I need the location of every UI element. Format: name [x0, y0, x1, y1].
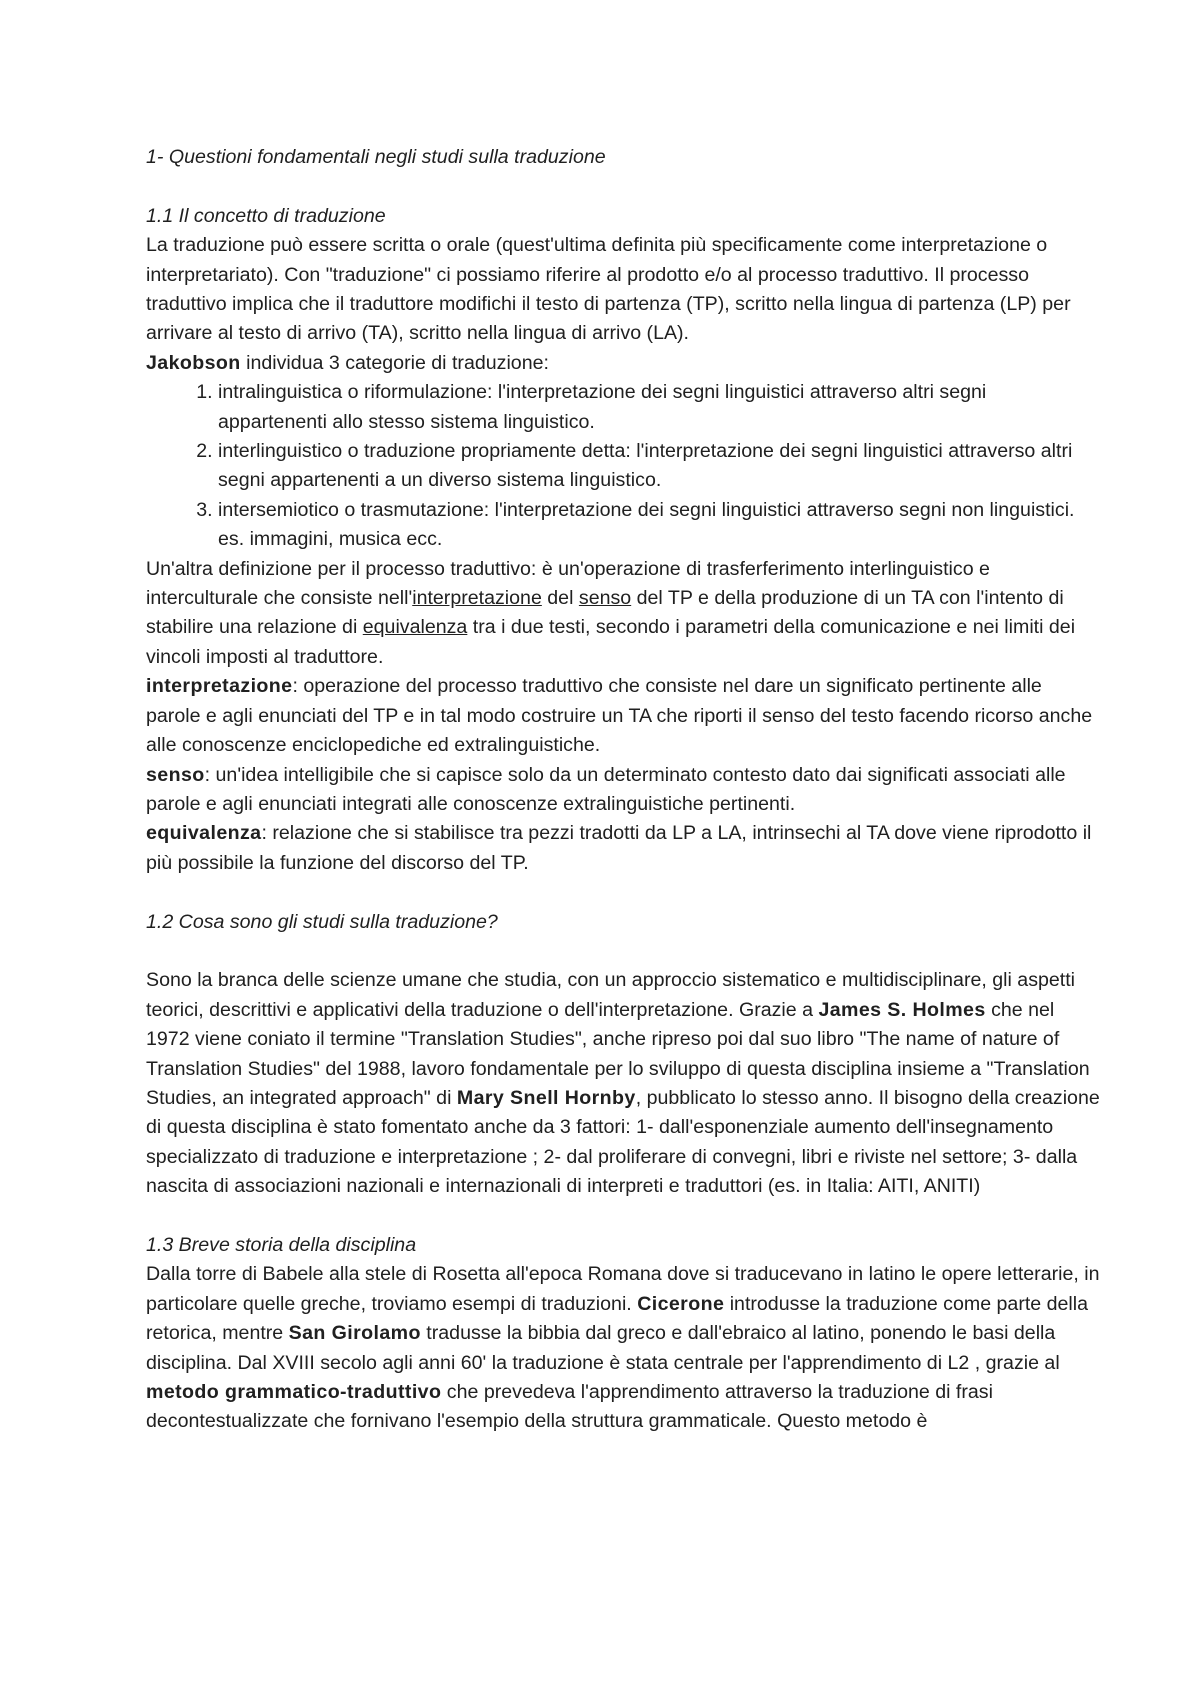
list-item: 2. interlinguistico o traduzione propriamente detta: l'interpretazione dei segni linguistici attraverso altri segni appartenenti a un diverso sistema linguistico. — [218, 437, 1100, 496]
spacer — [146, 878, 1100, 907]
section-1-1 — [146, 202, 1100, 878]
paragraph-term-senso — [146, 761, 1100, 820]
text-run: tradusse la bibbia dal greco e dall'ebraico al latino, ponendo le basi della disciplina. Dal XVIII secolo agli anni 60' la traduzione è stata centrale per l'apprendimento di L2 , grazie al — [146, 1322, 1060, 1374]
categories-list — [146, 378, 1100, 554]
underlined-term-equivalenza: equivalenza — [362, 616, 468, 639]
text-run: introdusse la traduzione come parte della retorica, mentre — [146, 1292, 1089, 1345]
text-run: : operazione del processo traduttivo che consiste nel dare un significato pertinente alle parole e agli enunciati del TP e in tal modo costruire un TA che riporti il senso del testo facendo ricorso anche alle conoscenze enciclopediche ed extralinguistiche. — [146, 675, 1093, 757]
bold-name-girolamo: San Girolamo — [288, 1322, 421, 1345]
paragraph-jakobson — [146, 349, 1100, 378]
text-run: : relazione che si stabilisce tra pezzi tradotti da LP a LA, intrinsechi al TA dove viene riprodotto il più possibile la funzione del discorso del TP. — [146, 822, 1092, 874]
spacer — [146, 937, 1100, 966]
paragraph-definition — [146, 555, 1100, 673]
section-1-3 — [146, 1231, 1100, 1437]
text-run: del — [541, 587, 579, 610]
list-item: 3. intersemiotico o trasmutazione: l'interpretazione dei segni linguistici attraverso segni non linguistici. es. immagini, musica ecc. — [218, 496, 1100, 555]
text-run: Dalla torre di Babele alla stele di Rosetta all'epoca Romana dove si traducevano in latino le opere letterarie, in particolare quelle greche, troviamo esempi di traduzioni. — [146, 1263, 1100, 1315]
section-heading: 1.3 Breve storia della disciplina — [146, 1233, 417, 1256]
section-heading: 1.1 Il concetto di traduzione — [146, 204, 386, 227]
bold-term: interpretazione — [146, 675, 293, 698]
bold-term: senso — [146, 763, 205, 786]
paragraph-translation-studies — [146, 966, 1100, 1201]
section-1-2 — [146, 908, 1100, 1202]
bold-term: equivalenza — [146, 822, 262, 845]
text-run: , pubblicato lo stesso anno. Il bisogno della creazione di questa disciplina è stato fomentato anche da 3 fattori: 1- dall'esponenziale aumento dell'insegnamento specializzato di traduzione e interpretazione ; 2- dal proliferare di convegni, libri e riviste nel settore; 3- dalla nascita di associazioni nazionali e internazionali di interpreti e traduttori (es. in Italia: AITI, ANITI) — [146, 1086, 1100, 1198]
spacer — [146, 1202, 1100, 1231]
paragraph-intro: La traduzione può essere scritta o orale (quest'ultima definita più specificamente come interpretazione o interpretariato). Con "traduzione" ci possiamo riferire al prodotto e/o al processo traduttivo. Il processo traduttivo implica che il traduttore modifichi il testo di partenza (TP), scritto nella lingua di partenza (LP) per arrivare al testo di arrivo (TA), scritto nella lingua di arrivo (LA). — [146, 234, 1071, 345]
document-title: 1- Questioni fondamentali negli studi sulla traduzione — [146, 146, 606, 168]
spacer — [146, 172, 1100, 201]
bold-name-holmes: James S. Holmes — [818, 998, 986, 1021]
underlined-term-interpretazione: interpretazione — [412, 587, 542, 610]
text-run: che prevedeva l'apprendimento attraverso la traduzione di frasi decontestualizzate che fornivano l'esempio della struttura grammaticale. Questo metodo è — [146, 1381, 993, 1433]
paragraph-term-interpretazione — [146, 672, 1100, 760]
bold-name-cicerone: Cicerone — [637, 1292, 725, 1315]
paragraph-history — [146, 1260, 1100, 1436]
paragraph-term-equivalenza — [146, 819, 1100, 878]
text-run: : un'idea intelligibile che si capisce solo da un determinato contesto dato dai significati associati alle parole e agli enunciati integrati alle conoscenze extralinguistiche pertinenti. — [146, 763, 1066, 815]
text-run: tra i due testi, secondo i parametri della comunicazione e nei limiti dei vincoli imposti al traduttore. — [146, 616, 1076, 668]
section-heading: 1.2 Cosa sono gli studi sulla traduzione? — [146, 910, 498, 933]
bold-name-hornby: Mary Snell Hornby — [456, 1086, 636, 1109]
text-run: Un'altra definizione per il processo traduttivo: è un'operazione di trasferferimento interlinguistico e interculturale che consiste nell' — [146, 557, 990, 610]
text-run: che nel 1972 viene coniato il termine "Translation Studies", anche ripreso poi dal suo libro "The name of nature of Translation Studies" del 1988, lavoro fondamentale per lo sviluppo di questa disciplina insieme a "Translation Studies, an integrated approach" di — [146, 998, 1090, 1109]
underlined-term-senso: senso — [578, 587, 632, 610]
bold-term-metodo: metodo grammatico-traduttivo — [146, 1381, 442, 1403]
text-run: del TP e della produzione di un TA con l'intento di stabilire una relazione di — [146, 587, 1064, 639]
text-run: individua 3 categorie di traduzione: — [240, 351, 549, 374]
bold-term-jakobson: Jakobson — [146, 351, 241, 374]
list-item: 1. intralinguistica o riformulazione: l'interpretazione dei segni linguistici attraverso altri segni appartenenti allo stesso sistema linguistico. — [218, 378, 1100, 437]
text-run: Sono la branca delle scienze umane che studia, con un approccio sistematico e multidisciplinare, gli aspetti teorici, descrittivi e applicativi della traduzione o dell'interpretazione. Grazie a — [146, 969, 1076, 1021]
